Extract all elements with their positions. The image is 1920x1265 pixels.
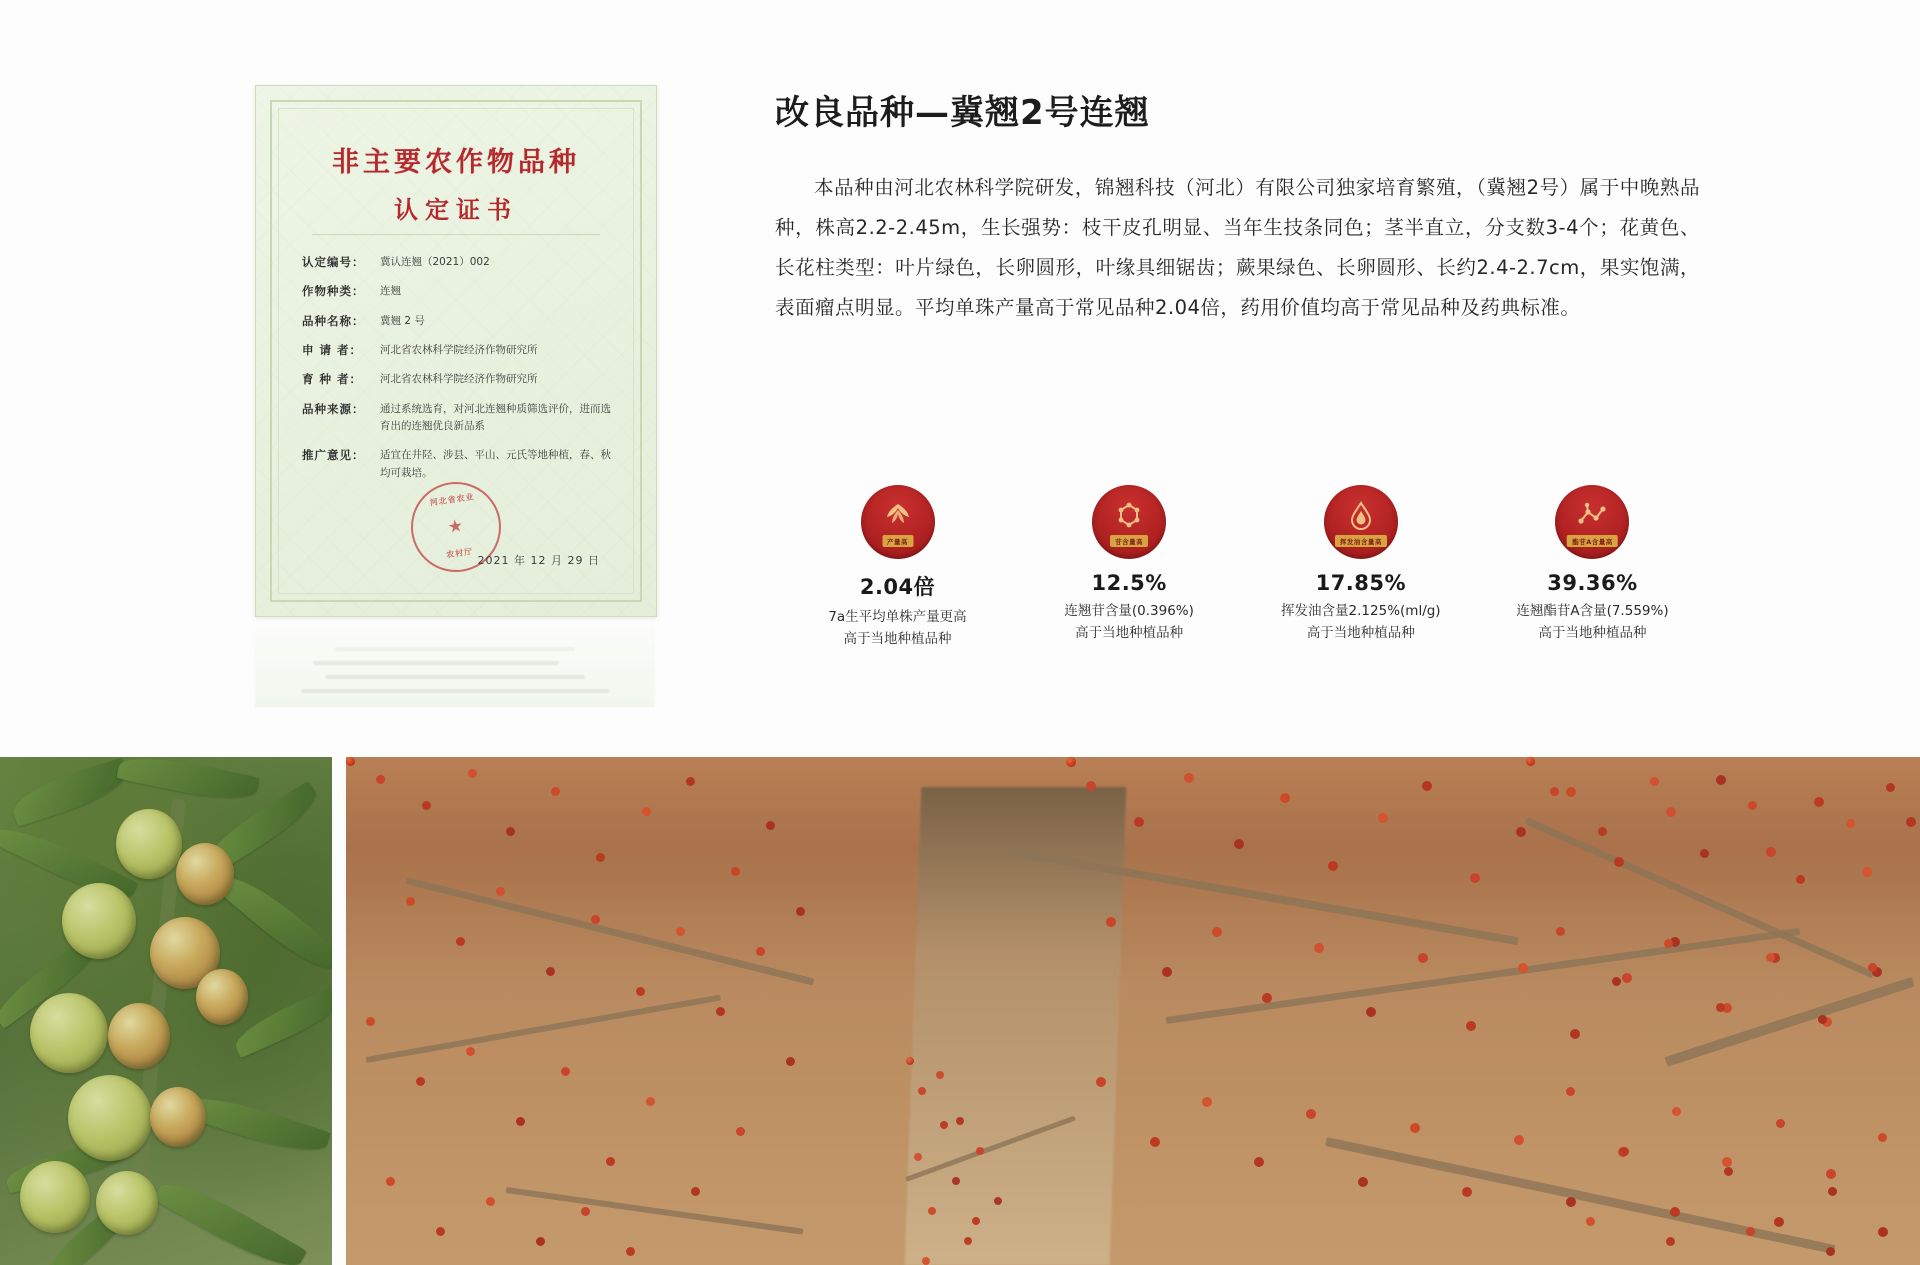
chemical-chain-icon [1555,485,1629,559]
photo-strip [0,757,1920,1265]
certificate-reflection [255,617,655,707]
stat-value: 12.5% [1091,571,1167,595]
certificate-field-value: 适宜在井陉、涉县、平山、元氏等地种植，春、秋均可栽培。 [380,449,611,479]
certificate-title: 非主要农作物品种 [332,147,580,178]
stat-desc-line1: 连翘酯苷A含量(7.559%) [1516,603,1669,619]
certificate-field-label: 品种名称： [302,313,365,328]
certificate-panel [255,85,655,645]
stats-row [790,485,1700,650]
certificate-field-row [302,254,616,271]
droplet-glyph [1348,500,1374,536]
stat-desc-line2: 高于当地种植品种 [1538,624,1647,641]
certificate-subtitle: 认定证书 [394,196,518,224]
oil-drop-icon [1324,485,1398,559]
stat-desc-line2: 高于当地种植品种 [1075,624,1184,641]
stat-badge-label: 苷含量高 [1110,535,1148,547]
stat-item [1485,485,1700,650]
certificate-field-label: 品种来源： [302,401,365,416]
green-fruit-branch-photo [0,757,332,1265]
stat-badge-label: 挥发油含量高 [1335,535,1387,547]
orchard-red-fruit-photo [346,757,1920,1265]
stat-value: 2.04倍 [859,575,936,599]
stat-desc-line2: 高于当地种植品种 [1306,624,1415,641]
stat-desc-line1: 挥发油含量2.125%(ml/g) [1281,603,1441,619]
certificate-field-value: 通过系统选育，对河北连翘种质筛选评价，进而选育出的连翘优良新品系 [380,402,611,432]
certificate-field-value: 连翘 [380,285,401,298]
certificate-field-list [302,254,616,494]
certificate-field-row [302,371,616,388]
certificate-field-value: 冀翘 2 号 [380,314,425,327]
certificate-field-label: 作物种类： [302,284,365,299]
certificate-field-label: 育 种 者： [302,372,363,387]
certificate-field-row [302,313,616,330]
stat-item [790,485,1005,650]
certificate-divider [312,234,600,235]
article-body: 本品种由河北农林科学院研发，锦翘科技（河北）有限公司独家培育繁殖，（冀翘2号）属于中晚熟品种，株高2.2-2.45m，生长强势：枝干皮孔明显、当年生技条同色；茎半直立，分支数3-4个；花黄色、长花柱类型：叶片绿色，长卵圆形，叶缘具细锯齿；蕨果绿色、长卵圆形、长约2.4-2.7cm，果实饱满，表面瘤点明显。平均单珠产量高于常见品种2.04倍，药用价值均高于常见品种及药典标准。 [775,176,1700,319]
certificate-field-value: 河北省农林科学院经济作物研究所 [380,373,538,386]
certificate-field-value: 河北省农林科学院经济作物研究所 [380,343,538,356]
orchard-path [904,787,1125,1265]
stat-value: 39.36% [1547,571,1638,595]
certificate-field-row [302,401,616,436]
chain-glyph [1575,501,1609,535]
molecule-glyph [1113,500,1145,536]
stat-desc-line1: 7a生平均单株产量更高 [828,609,967,625]
seal-bottom-text: 农村厅 [445,547,474,560]
certificate-field-row [302,447,616,482]
molecule-glycoside-icon [1092,485,1166,559]
photo-right-background [346,757,1920,1265]
leaf-glyph [881,501,915,535]
page-title: 改良品种—冀翘2号连翘 [775,93,1150,133]
stat-item [1253,485,1468,650]
stat-desc-line1: 连翘苷含量(0.396%) [1064,603,1194,619]
stat-value: 17.85% [1315,571,1407,595]
seal-top-text: 河北省农业 [429,492,476,508]
certificate-field-label: 申 请 者： [302,342,363,357]
stat-badge-label: 酯苷A含量高 [1567,535,1618,547]
certificate-date: 2021 年 12 月 29 日 [477,554,600,567]
seal-star-icon: ★ [446,515,466,538]
certificate-card [255,85,657,617]
certificate-field-row [302,342,616,359]
stat-desc-line2: 高于当地种植品种 [843,630,952,647]
certificate-field-row [302,283,616,300]
article-column [775,85,1700,328]
stat-item [1022,485,1237,650]
leaf-yield-icon [861,485,935,559]
certificate-field-label: 认定编号： [302,255,365,269]
certificate-field-label: 推广意见： [302,448,365,463]
certificate-field-value: 冀认连翘（2021）002 [380,256,490,268]
stat-badge-label: 产量高 [882,535,913,547]
